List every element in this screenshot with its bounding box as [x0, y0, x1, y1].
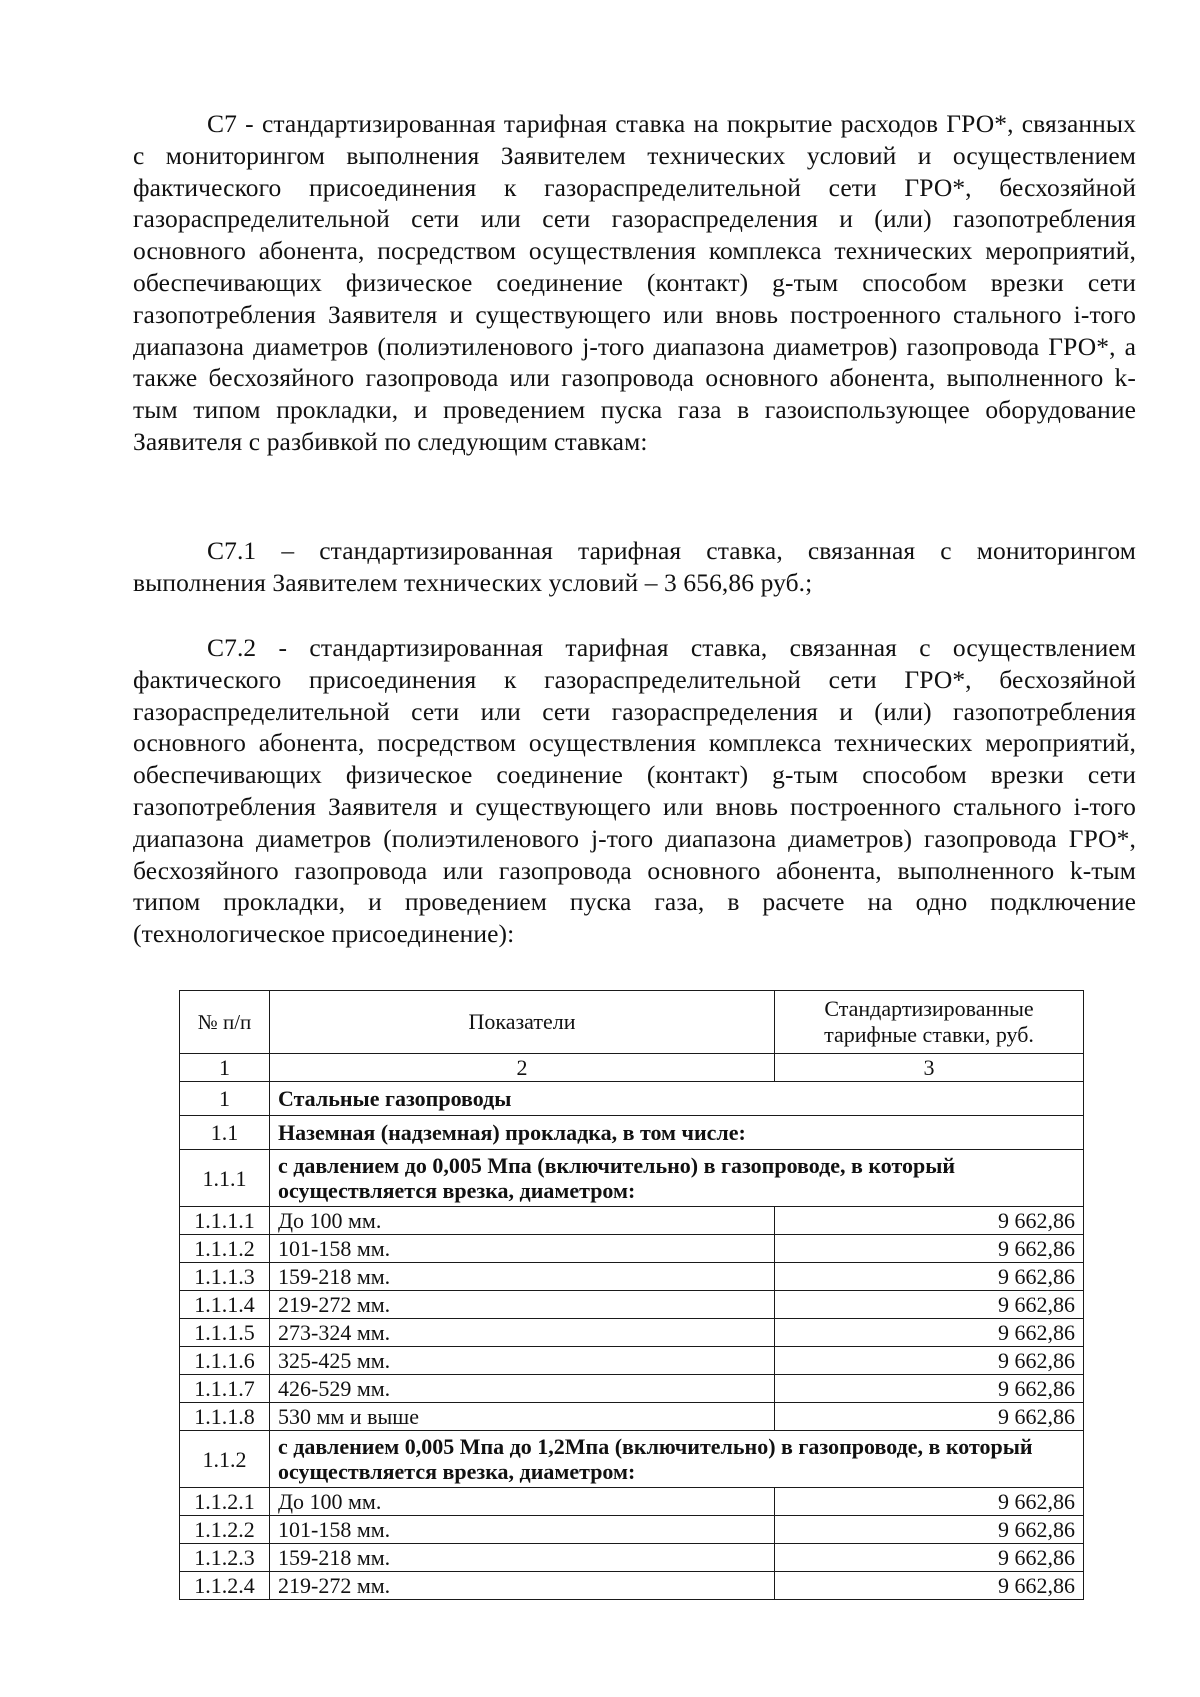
- row-value: 9 662,86: [775, 1375, 1084, 1403]
- row-number: 1.1.1.1: [180, 1207, 270, 1235]
- row-number: 1: [180, 1082, 270, 1116]
- row-value: 9 662,86: [775, 1403, 1084, 1431]
- table-row-group: [180, 1431, 1084, 1488]
- row-number: 1.1.1.3: [180, 1263, 270, 1291]
- table-row: [180, 1235, 1084, 1263]
- table-row: [180, 1263, 1084, 1291]
- row-number: 1.1.1.6: [180, 1347, 270, 1375]
- table-row-group: [180, 1116, 1084, 1150]
- table-row: [180, 1572, 1084, 1600]
- row-label: 101-158 мм.: [270, 1235, 775, 1263]
- table-row: [180, 1544, 1084, 1572]
- row-value: 9 662,86: [775, 1516, 1084, 1544]
- row-number: 1.1.1: [180, 1150, 270, 1207]
- table-header-row: [180, 991, 1084, 1054]
- row-value: 9 662,86: [775, 1235, 1084, 1263]
- row-label: 426-529 мм.: [270, 1375, 775, 1403]
- paragraph-c7-2: С7.2 - стандартизированная тарифная ставка, связанная с осуществлением фактического присоединения к газораспределительной сети ГРО*, бесхозяйной газораспределительной сети или сети газораспределения и (или) газопотребления основного абонента, посредством осуществления комплекса технических мероприятий, обеспечивающих физическое соединение (контакт) g-тым способом врезки сети газопотребления Заявителя и существующего или вновь построенного стального i-того диапазона диаметров (полиэтиленового j-того диапазона диаметров) газопровода ГРО*, бесхозяйного газопровода или газопровода основного абонента, выполненного k-тым типом прокладки, и проведением пуска газа, в расчете на одно подключение (технологическое присоединение):: [133, 633, 1136, 949]
- row-value: 9 662,86: [775, 1319, 1084, 1347]
- table-row: [180, 1319, 1084, 1347]
- row-label: с давлением 0,005 Мпа до 1,2Мпа (включительно) в газопроводе, в который осуществляется врезка, диаметром:: [270, 1431, 1084, 1488]
- row-value: 9 662,86: [775, 1488, 1084, 1516]
- row-value: 9 662,86: [775, 1572, 1084, 1600]
- row-value: 9 662,86: [775, 1347, 1084, 1375]
- row-label: Стальные газопроводы: [270, 1082, 1084, 1116]
- row-label: Наземная (надземная) прокладка, в том числе:: [270, 1116, 1084, 1150]
- header-number: № п/п: [180, 991, 270, 1054]
- row-number: 1.1: [180, 1116, 270, 1150]
- row-label: с давлением до 0,005 Мпа (включительно) в газопроводе, в который осуществляется врезка, диаметром:: [270, 1150, 1084, 1207]
- row-label: 101-158 мм.: [270, 1516, 775, 1544]
- table-index-row: [180, 1054, 1084, 1082]
- paragraph-c7: С7 - стандартизированная тарифная ставка на покрытие расходов ГРО*, связанных с мониторингом выполнения Заявителем технических условий и осуществлением фактического присоединения к газораспределительной сети ГРО*, бесхозяйной газораспределительной сети или сети газораспределения и (или) газопотребления основного абонента, посредством осуществления комплекса технических мероприятий, обеспечивающих физическое соединение (контакт) g-тым способом врезки сети газопотребления Заявителя и существующего или вновь построенного стального i-того диапазона диаметров (полиэтиленового j-того диапазона диаметров) газопровода ГРО*, а также бесхозяйного газопровода или газопровода основного абонента, выполненного k-тым типом прокладки, и проведением пуска газа в газоиспользующее оборудование Заявителя с разбивкой по следующим ставкам:: [133, 109, 1136, 456]
- row-label: 273-324 мм.: [270, 1319, 775, 1347]
- row-number: 1.1.1.8: [180, 1403, 270, 1431]
- row-number: 1.1.1.2: [180, 1235, 270, 1263]
- row-label: 159-218 мм.: [270, 1544, 775, 1572]
- row-value: 9 662,86: [775, 1263, 1084, 1291]
- row-label: 219-272 мм.: [270, 1572, 775, 1600]
- row-number: 1.1.2: [180, 1431, 270, 1488]
- table-row: [180, 1516, 1084, 1544]
- header-indicators: Показатели: [270, 991, 775, 1054]
- table-row: [180, 1488, 1084, 1516]
- row-number: 1.1.2.2: [180, 1516, 270, 1544]
- table-row: [180, 1347, 1084, 1375]
- table-row: [180, 1207, 1084, 1235]
- row-number: 1.1.2.4: [180, 1572, 270, 1600]
- row-value: 9 662,86: [775, 1544, 1084, 1572]
- header-rates: Стандартизированные тарифные ставки, руб.: [775, 991, 1084, 1054]
- paragraph-c7-1: С7.1 – стандартизированная тарифная ставка, связанная с мониторингом выполнения Заявителем технических условий – 3 656,86 руб.;: [133, 536, 1136, 597]
- table-row: [180, 1291, 1084, 1319]
- row-label: До 100 мм.: [270, 1488, 775, 1516]
- row-label: 325-425 мм.: [270, 1347, 775, 1375]
- row-label: 159-218 мм.: [270, 1263, 775, 1291]
- row-value: 9 662,86: [775, 1291, 1084, 1319]
- row-label: 530 мм и выше: [270, 1403, 775, 1431]
- table-row-group: [180, 1150, 1084, 1207]
- row-number: 1.1.1.4: [180, 1291, 270, 1319]
- row-number: 1.1.1.7: [180, 1375, 270, 1403]
- index-cell: 2: [270, 1054, 775, 1082]
- table-row-group: [180, 1082, 1084, 1116]
- row-number: 1.1.2.3: [180, 1544, 270, 1572]
- table-row: [180, 1403, 1084, 1431]
- row-number: 1.1.1.5: [180, 1319, 270, 1347]
- row-value: 9 662,86: [775, 1207, 1084, 1235]
- row-label: До 100 мм.: [270, 1207, 775, 1235]
- index-cell: 3: [775, 1054, 1084, 1082]
- row-label: 219-272 мм.: [270, 1291, 775, 1319]
- table-row: [180, 1375, 1084, 1403]
- index-cell: 1: [180, 1054, 270, 1082]
- row-number: 1.1.2.1: [180, 1488, 270, 1516]
- tariff-rates-table: [179, 990, 1084, 1600]
